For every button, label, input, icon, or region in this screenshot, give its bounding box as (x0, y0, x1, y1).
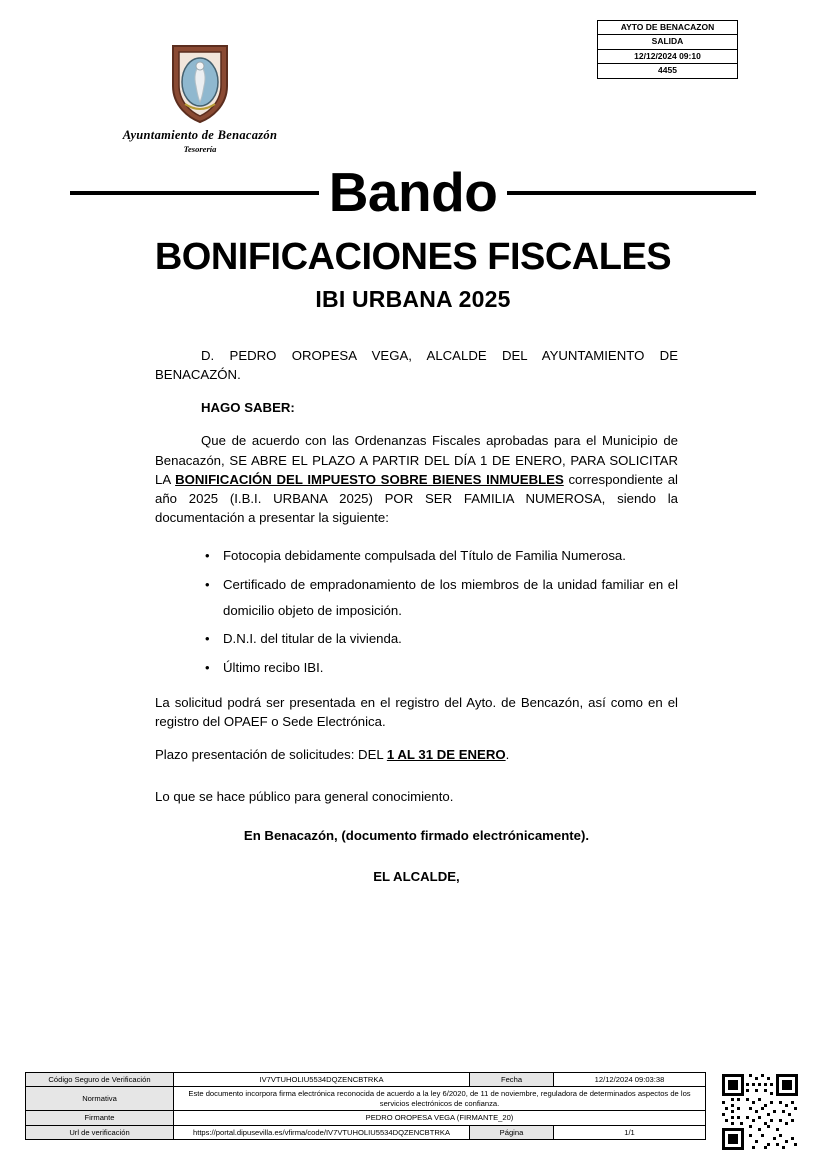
bando-title-row (70, 161, 756, 223)
verification-footer (25, 1072, 801, 1152)
stamp-datetime: 12/12/2024 09:10 (598, 50, 737, 64)
required-documents-list (155, 543, 678, 681)
fecha-value: 12/12/2024 09:03:38 (554, 1073, 706, 1087)
paragraph-submission: La solicitud podrá ser presentada en el registro del Ayto. de Bencazón, así como en el registro del OPAEF o Sede Electrónica. (155, 695, 678, 730)
document-heading: BONIFICACIONES FISCALES (154, 236, 672, 278)
list-item: • Fotocopia debidamente compulsada del Título de Familia Numerosa. (223, 543, 678, 569)
normativa-value: Este documento incorpora firma electrónica reconocida de acuerdo a la ley 6/2020, de 11 de noviembre, reguladora de determinados aspectos de los servicios electrónicos de confianza. (174, 1087, 706, 1111)
stamp-type: SALIDA (598, 35, 737, 49)
list-item: • Último recibo IBI. (223, 655, 678, 681)
table-row (26, 1087, 706, 1111)
verification-table (25, 1072, 706, 1140)
paragraph-deadline-emphasis: 1 AL 31 DE ENERO (386, 747, 506, 763)
csv-value: IV7VTUHOLIU5534DQZENCBTRKA (174, 1073, 470, 1087)
stamp-number: 4455 (658, 65, 677, 76)
letterhead (100, 42, 300, 154)
paragraph-main (155, 431, 678, 527)
fecha-label: Fecha (470, 1073, 554, 1087)
table-row (26, 1073, 706, 1087)
paragraph-deadline-part2: . (505, 747, 510, 763)
paragraph-hago-saber: HAGO SABER: (201, 400, 295, 416)
list-item: • Certificado de empradonamiento de los miembros de la unidad familiar en el domicilio objeto de imposición. (223, 572, 678, 625)
document-subheading: IBI URBANA 2025 (315, 286, 511, 312)
normativa-label: Normativa (26, 1087, 174, 1111)
exit-register-stamp (597, 20, 738, 79)
paragraph-public-notice: Lo que se hace público para general conocimiento. (155, 788, 454, 804)
table-row (26, 1125, 706, 1139)
paragraph-mayor: D. PEDRO OROPESA VEGA, ALCALDE DEL AYUNTAMIENTO DE BENACAZÓN. (155, 348, 678, 383)
coat-of-arms-icon (167, 42, 233, 124)
letterhead-department: Tesorería (183, 144, 217, 154)
letterhead-entity: Ayuntamiento de Benacazón (122, 128, 278, 142)
pagina-label: Página (470, 1125, 554, 1139)
url-value[interactable]: https://portal.dipusevilla.es/vfirma/code/IV7VTUHOLIU5534DQZENCBTRKA (174, 1125, 470, 1139)
url-label: Url de verificación (26, 1125, 174, 1139)
firmante-label: Firmante (26, 1111, 174, 1125)
firmante-value: PEDRO OROPESA VEGA (FIRMANTE_20) (174, 1111, 706, 1125)
paragraph-deadline-part1: Plazo presentación de solicitudes: DEL (155, 747, 387, 763)
paragraph-signature-title: EL ALCALDE, (373, 868, 460, 884)
list-item: • D.N.I. del titular de la vivienda. (223, 626, 678, 652)
page-title: Bando (328, 161, 498, 223)
csv-label: Código Seguro de Verificación (26, 1073, 174, 1087)
table-row (26, 1111, 706, 1125)
title-rule-right (507, 191, 756, 195)
paragraph-main-part1: Que de acuerdo con las Ordenanzas Fiscales aprobadas para el Municipio de Benacazón, SE ABRE EL PLAZO A PARTIR DEL DÍA 1 DE ENERO, PARA SOLICITAR LA (155, 433, 678, 487)
paragraph-deadline (155, 745, 678, 764)
pagina-value: 1/1 (554, 1125, 706, 1139)
paragraph-signature-place: En Benacazón, (documento firmado electrónicamente). (243, 827, 590, 843)
document-body (155, 346, 678, 899)
qr-code-icon (720, 1072, 800, 1152)
stamp-entity: AYTO DE BENACAZON (598, 21, 737, 35)
title-rule-left (70, 191, 319, 195)
paragraph-main-part2: correspondiente al año 2025 (I.B.I. URBANA 2025) POR SER FAMILIA NUMEROSA, siendo la documentación a presentar la siguiente: (155, 471, 678, 525)
paragraph-main-emphasis: BONIFICACIÓN DEL IMPUESTO SOBRE BIENES INMUEBLES (175, 471, 564, 487)
